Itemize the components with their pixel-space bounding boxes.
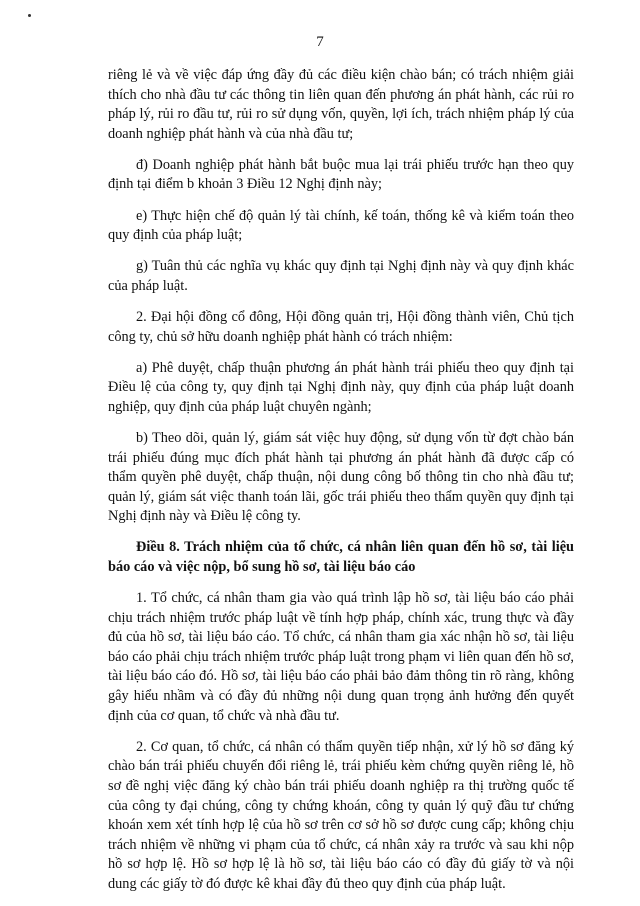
paragraph-article-8-clause-2: 2. Cơ quan, tổ chức, cá nhân có thẩm quyền tiếp nhận, xử lý hồ sơ đăng ký chào bán trái phiếu chuyển đổi riêng lẻ, trái phiếu kèm chứng quyền riêng lẻ, hồ sơ đề nghị việc đăng ký chào bán trái phiếu doanh nghiệp ra thị trường quốc tế của công ty đại chúng, công ty chứng khoán, công ty quản lý quỹ đầu tư chứng khoán xem xét tính hợp lệ của hồ sơ trên cơ sở hồ sơ được cung cấp; không chịu trách nhiệm về những vi phạm của tổ chức, cá nhân xảy ra trước và sau khi nộp hồ sơ hợp lệ. Hồ sơ hợp lệ là hồ sơ, tài liệu báo cáo có đầy đủ giấy tờ và nội dung các giấy tờ đó được kê khai đầy đủ theo quy định của pháp luật.	[108, 738, 574, 892]
page-number: 7	[316, 34, 324, 50]
paragraph-item-g: g) Tuân thủ các nghĩa vụ khác quy định tại Nghị định này và quy định khác của pháp luật.	[108, 258, 574, 294]
paragraph-clause-2: 2. Đại hội đồng cổ đông, Hội đồng quản trị, Hội đồng thành viên, Chủ tịch công ty, chủ sở hữu doanh nghiệp phát hành có trách nhiệm:	[108, 308, 574, 345]
paragraph-item-b: b) Theo dõi, quản lý, giám sát việc huy động, sử dụng vốn từ đợt chào bán trái phiếu đúng mục đích phát hành tại phương án phát hành đã được cấp có thẩm quyền phê duyệt, chấp thuận, nội dung công bố thông tin cho nhà đầu tư; quản lý, giám sát việc thanh toán lãi, gốc trái phiếu theo thẩm quyền quy định tại Nghị định này và Điều lệ công ty.	[108, 429, 574, 525]
paragraph-continuation: riêng lẻ và về việc đáp ứng đầy đủ các điều kiện chào bán; có trách nhiệm giải thích cho nhà đầu tư các thông tin liên quan đến phương án phát hành, các rủi ro pháp lý, rủi ro đầu tư, rủi ro sử dụng vốn, quyền, lợi ích, trách nhiệm pháp lý của doanh nghiệp phát hành và của nhà đầu tư;	[108, 67, 574, 142]
paragraph-item-e: e) Thực hiện chế độ quản lý tài chính, kế toán, thống kê và kiểm toán theo quy định của pháp luật;	[108, 207, 574, 244]
paragraph-article-8-clause-1: 1. Tổ chức, cá nhân tham gia vào quá trình lập hồ sơ, tài liệu báo cáo phải chịu trách nhiệm trước pháp luật về tính hợp pháp, chính xác, trung thực và đầy đủ của hồ sơ, tài liệu báo cáo. Tổ chức, cá nhân tham gia xác nhận hồ sơ, tài liệu báo cáo phải chịu trách nhiệm trước pháp luật trong phạm vi liên quan đến hồ sơ, tài liệu báo cáo đó. Hồ sơ, tài liệu báo cáo phải bảo đảm thông tin rõ ràng, không gây hiểu nhầm và có đầy đủ những nội dung quan trọng ảnh hưởng đến quyết định của cơ quan, tổ chức và nhà đầu tư.	[108, 590, 574, 724]
article-8-heading: Điều 8. Trách nhiệm của tổ chức, cá nhân liên quan đến hồ sơ, tài liệu báo cáo và việc nộp, bổ sung hồ sơ, tài liệu báo cáo	[108, 539, 574, 575]
scan-speck	[28, 14, 31, 17]
paragraph-item-dd: đ) Doanh nghiệp phát hành bắt buộc mua lại trái phiếu trước hạn theo quy định tại điểm b khoản 3 Điều 12 Nghị định này;	[108, 156, 574, 193]
document-body	[108, 66, 574, 906]
paragraph-item-a: a) Phê duyệt, chấp thuận phương án phát hành trái phiếu theo quy định tại Điều lệ của công ty, quy định tại Nghị định này, quy định của pháp luật doanh nghiệp, quy định của pháp luật chuyên ngành;	[108, 359, 574, 415]
